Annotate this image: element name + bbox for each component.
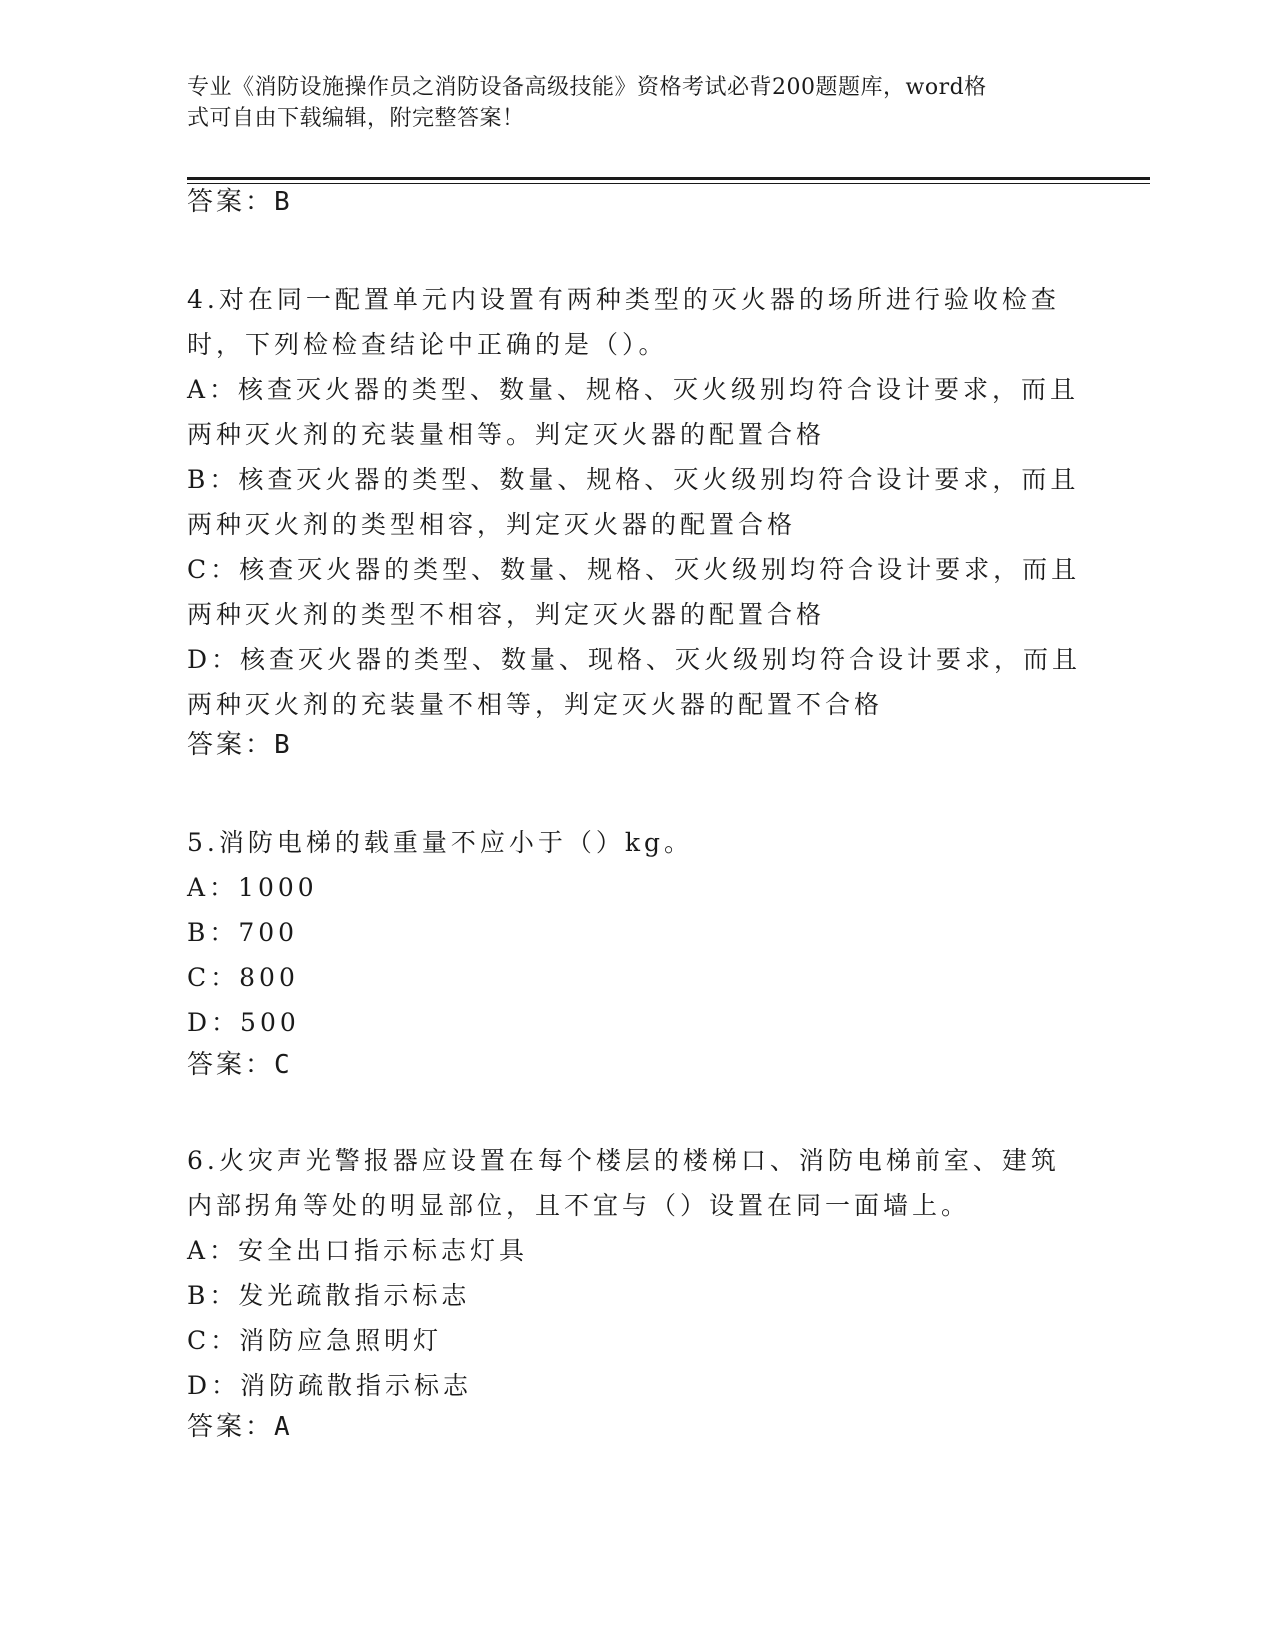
answer-6 bbox=[187, 1410, 291, 1444]
option-line: B：核查灭火器的类型、数量、规格、灭火级别均符合设计要求，而且 bbox=[187, 465, 1080, 494]
answer-value: B bbox=[274, 187, 291, 217]
option-line: C：消防应急照明灯 bbox=[187, 1326, 443, 1355]
option-line: 两种灭火剂的类型相容，判定灭火器的配置合格 bbox=[187, 510, 797, 539]
option-line: 两种灭火剂的充装量相等。判定灭火器的配置合格 bbox=[187, 420, 826, 449]
answer-label: 答案： bbox=[187, 187, 275, 217]
header-divider-thick bbox=[187, 177, 1150, 180]
option-line: A：核查灭火器的类型、数量、规格、灭火级别均符合设计要求，而且 bbox=[187, 375, 1080, 404]
answer-value: A bbox=[274, 1412, 291, 1442]
header-line-1: 专业《消防设施操作员之消防设备高级技能》资格考试必背200题题库，word格 bbox=[187, 75, 987, 100]
option-line: C：800 bbox=[187, 963, 299, 992]
answer-label: 答案： bbox=[187, 1050, 275, 1080]
option-line: 两种灭火剂的类型不相容，判定灭火器的配置合格 bbox=[187, 600, 826, 629]
header-divider-thin bbox=[187, 183, 1150, 184]
question-line: 6.火灾声光警报器应设置在每个楼层的楼梯口、消防电梯前室、建筑 bbox=[187, 1146, 1060, 1175]
question-line: 5.消防电梯的载重量不应小于（）kg。 bbox=[187, 828, 694, 857]
answer-label: 答案： bbox=[187, 1412, 275, 1442]
header-line-2: 式可自由下载编辑，附完整答案！ bbox=[187, 106, 525, 131]
answer-4 bbox=[187, 728, 291, 762]
option-line: C：核查灭火器的类型、数量、规格、灭火级别均符合设计要求，而且 bbox=[187, 555, 1081, 584]
question-5 bbox=[187, 820, 1067, 1045]
option-line: D：500 bbox=[187, 1008, 300, 1037]
option-line: B：700 bbox=[187, 918, 299, 947]
question-6 bbox=[187, 1138, 1067, 1408]
document-header bbox=[187, 72, 1067, 134]
option-line: D：核查灭火器的类型、数量、现格、灭火级别均符合设计要求，而且 bbox=[187, 645, 1082, 674]
option-line: B：发光疏散指示标志 bbox=[187, 1281, 471, 1310]
answer-label: 答案： bbox=[187, 730, 275, 760]
option-line: A：安全出口指示标志灯具 bbox=[187, 1236, 529, 1265]
question-4 bbox=[187, 277, 1082, 727]
answer-value: B bbox=[274, 730, 291, 760]
answer-top bbox=[187, 185, 291, 219]
answer-5 bbox=[187, 1048, 291, 1082]
option-line: D：消防疏散指示标志 bbox=[187, 1371, 473, 1400]
question-line: 时，下列检检查结论中正确的是（）。 bbox=[187, 330, 668, 359]
option-line: 两种灭火剂的充装量不相等，判定灭火器的配置不合格 bbox=[187, 690, 884, 719]
question-line: 4.对在同一配置单元内设置有两种类型的灭火器的场所进行验收检查 bbox=[187, 285, 1060, 314]
question-line: 内部拐角等处的明显部位，且不宜与（）设置在同一面墙上。 bbox=[187, 1191, 971, 1220]
answer-value: C bbox=[274, 1050, 291, 1080]
option-line: A：1000 bbox=[187, 873, 318, 902]
